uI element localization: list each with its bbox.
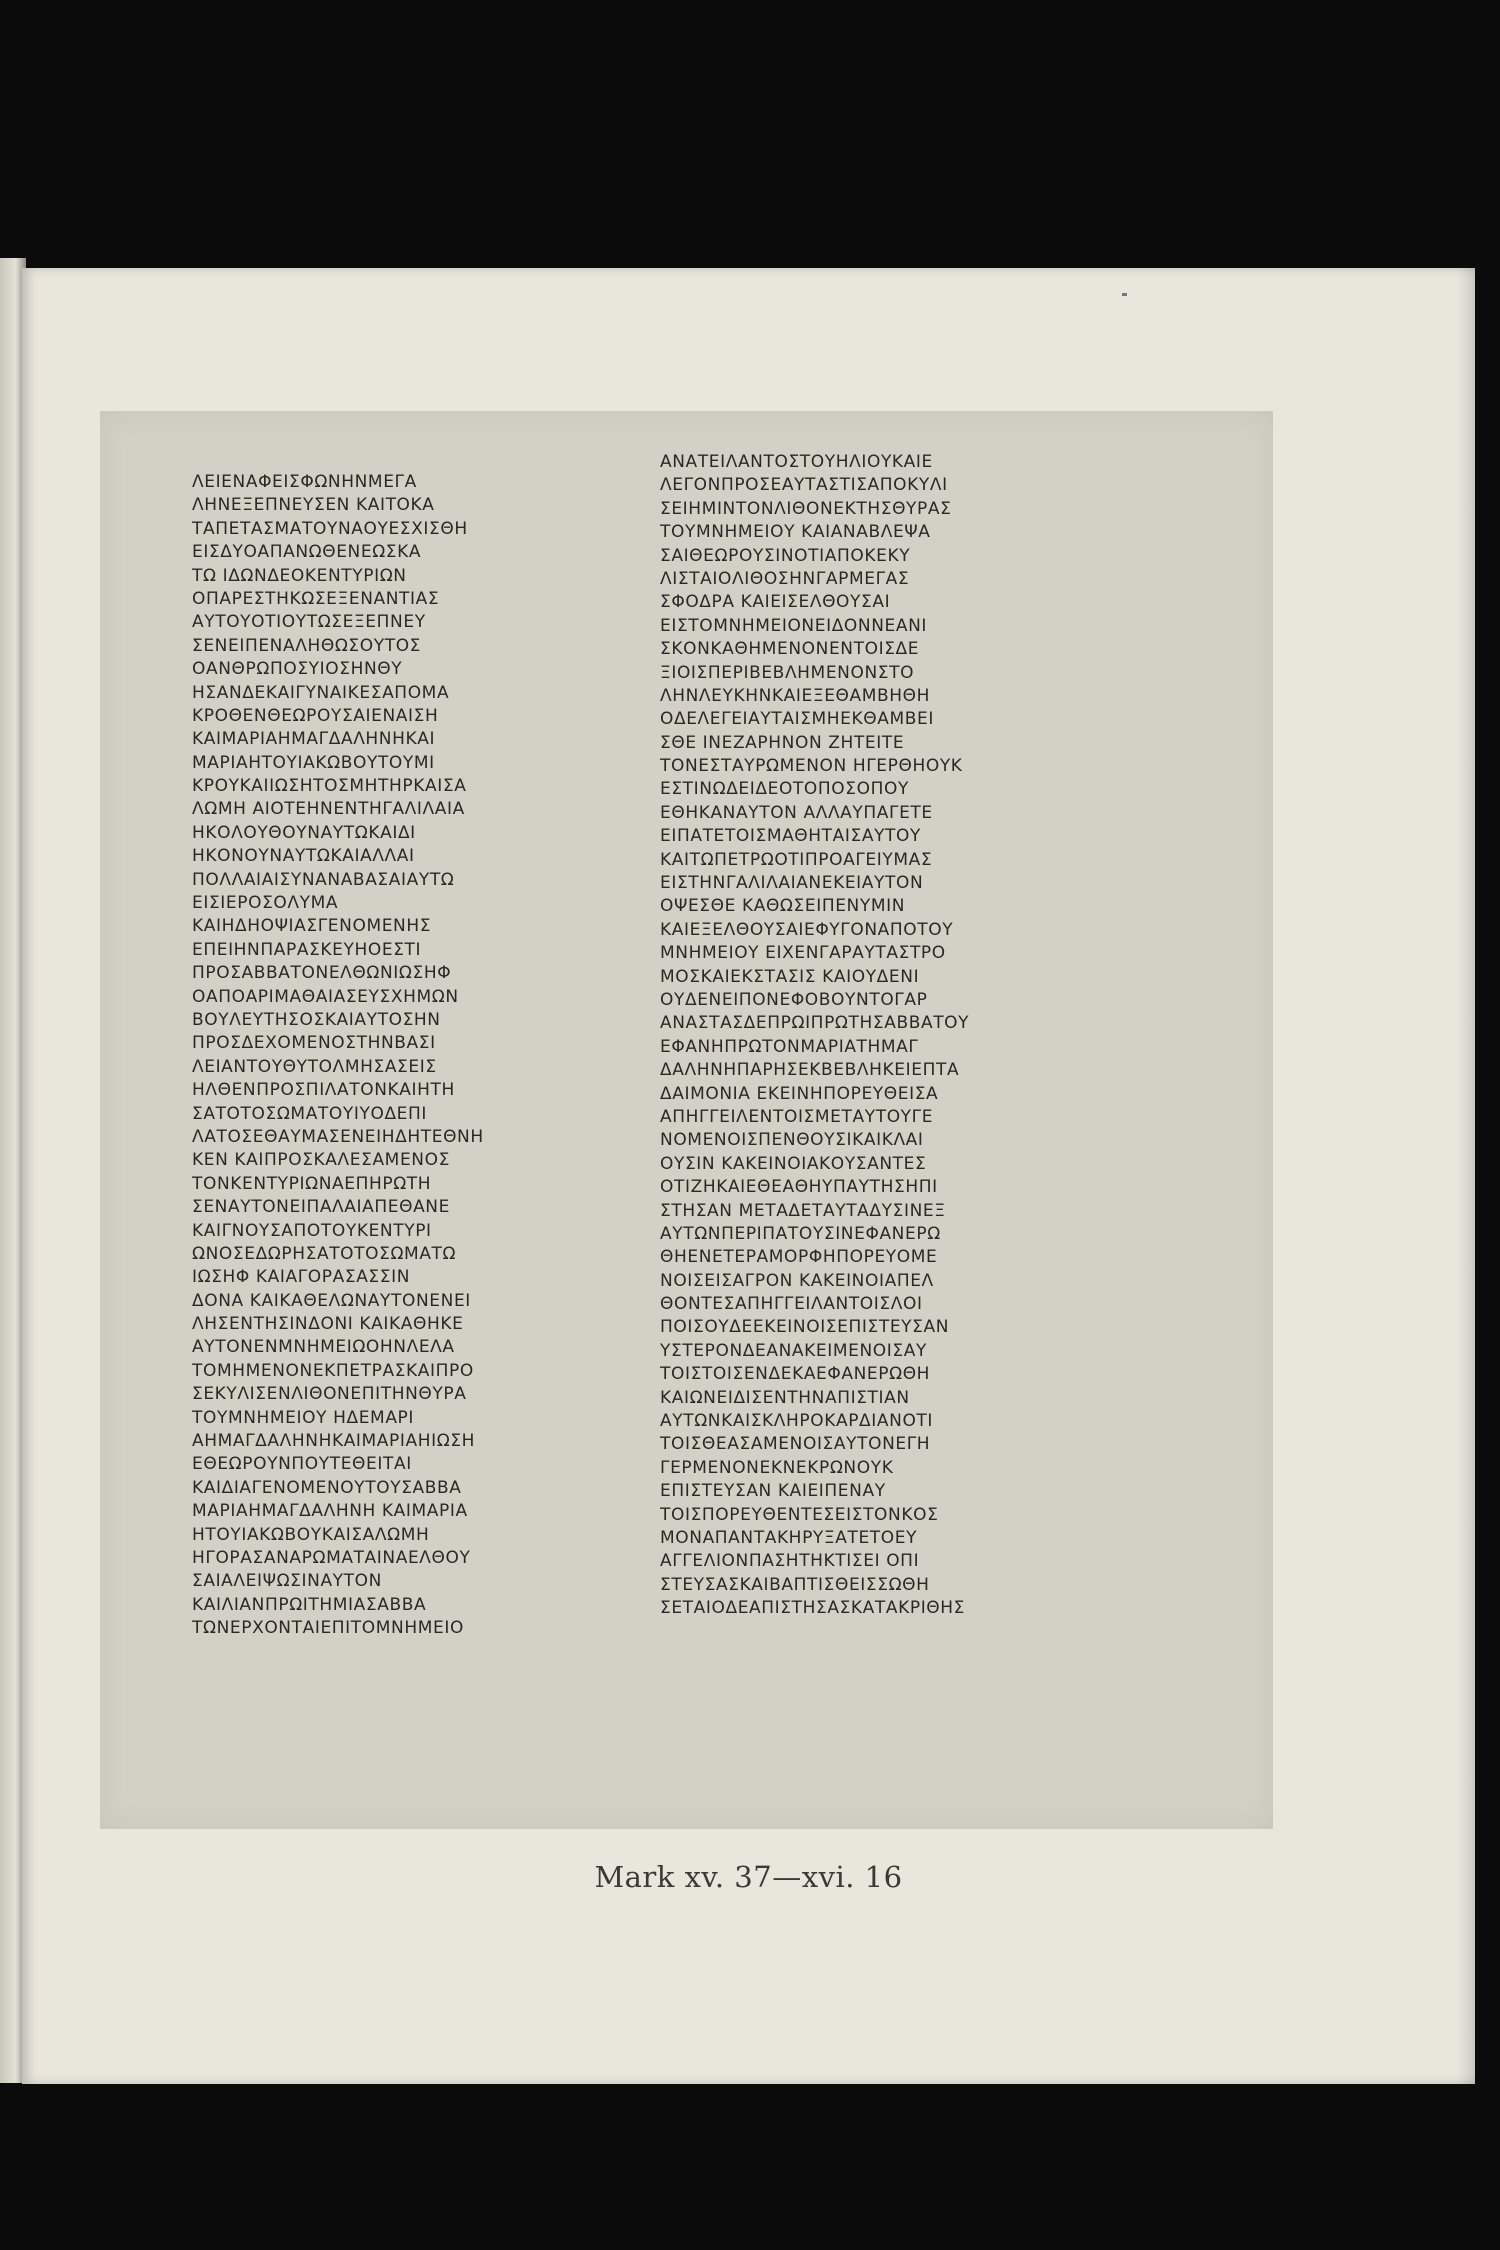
manuscript-line: ΑΗΜΑΓΔΑΛΗΝΗΚΑΙΜΑΡΙΑΗΙΩΣΗ <box>192 1431 476 1452</box>
manuscript-line: ΑΥΤΩΝΠΕΡΙΠΑΤΟΥΣΙΝΕΦΑΝΕΡΩ <box>660 1223 941 1244</box>
manuscript-line: ΣΑΙΑΛΕΙΨΩΣΙΝΑΥΤΟΝ <box>192 1571 382 1592</box>
manuscript-line: ΩΝΟΣΕΔΩΡΗΣΑΤΟΤΟΣΩΜΑΤΩ <box>192 1243 457 1264</box>
manuscript-line: ΣΕΙΗΜΙΝΤΟΝΛΙΘΟΝΕΚΤΗΣΘΥΡΑΣ <box>660 498 952 519</box>
manuscript-line: ΑΠΗΓΓΕΙΛΕΝΤΟΙΣΜΕΤΑΥΤΟΥΓΕ <box>660 1106 934 1127</box>
manuscript-line: ΟΥΣΙΝ ΚΑΚΕΙΝΟΙΑΚΟΥΣΑΝΤΕΣ <box>660 1153 927 1174</box>
manuscript-line: ΜΑΡΙΑΗΜΑΓΔΑΛΗΝΗ ΚΑΙΜΑΡΙΑ <box>192 1501 468 1522</box>
manuscript-line: ΣΕΝΑΥΤΟΝΕΙΠΑΛΑΙΑΠΕΘΑΝΕ <box>192 1197 450 1218</box>
manuscript-line: ΕΠΙΣΤΕΥΣΑΝ ΚΑΙΕΙΠΕΝΑΥ <box>660 1481 886 1502</box>
manuscript-line: ΤΟΝΚΕΝΤΥΡΙΩΝΑΕΠΗΡΩΤΗ <box>192 1173 432 1194</box>
manuscript-line: ΤΟΙΣΘΕΑΣΑΜΕΝΟΙΣΑΥΤΟΝΕΓΗ <box>660 1434 931 1455</box>
manuscript-line: ΗΓΟΡΑΣΑΝΑΡΩΜΑΤΑΙΝΑΕΛΘΟΥ <box>192 1547 471 1568</box>
manuscript-line: ΙΩΣΗΦ ΚΑΙΑΓΟΡΑΣΑΣΣΙΝ <box>192 1267 411 1288</box>
manuscript-line: ΣΕΤΑΙΟΔΕΑΠΙΣΤΗΣΑΣΚΑΤΑΚΡΙΘΗΣ <box>660 1598 966 1619</box>
manuscript-line: ΣΤΗΣΑΝ ΜΕΤΑΔΕΤΑΥΤΑΔΥΣΙΝΕΞ <box>660 1200 946 1221</box>
manuscript-line: ΑΥΤΩΝΚΑΙΣΚΛΗΡΟΚΑΡΔΙΑΝΟΤΙ <box>660 1411 934 1432</box>
manuscript-line: ΚΑΙΓΝΟΥΣΑΠΟΤΟΥΚΕΝΤΥΡΙ <box>192 1220 432 1241</box>
manuscript-line: ΔΟΝΑ ΚΑΙΚΑΘΕΛΩΝΑΥΤΟΝΕΝΕΙ <box>192 1290 471 1311</box>
manuscript-line: ΘΟΝΤΕΣΑΠΗΓΓΕΙΛΑΝΤΟΙΣΛΟΙ <box>660 1294 923 1315</box>
manuscript-line: ΤΩ ΙΔΩΝΔΕΟΚΕΝΤΥΡΙΩΝ <box>192 565 407 586</box>
manuscript-line: ΔΑΛΗΝΗΠΑΡΗΣΕΚΒΕΒΛΗΚΕΙΕΠΤΑ <box>660 1060 960 1081</box>
manuscript-line: ΚΑΙΛΙΑΝΠΡΩΙΤΗΜΙΑΣΑΒΒΑ <box>192 1594 427 1615</box>
manuscript-line: ΟΨΕΣΘΕ ΚΑΘΩΣΕΙΠΕΝΥΜΙΝ <box>660 896 906 917</box>
manuscript-line: ΟΑΠΟΑΡΙΜΑΘΑΙΑΣΕΥΣΧΗΜΩΝ <box>192 986 459 1007</box>
manuscript-line: ΑΥΤΟΥΟΤΙΟΥΤΩΣΕΞΕΠΝΕΥ <box>192 612 426 633</box>
plate-caption: Mark xv. 37—xvi. 16 <box>594 1860 903 1894</box>
manuscript-line: ΔΑΙΜΟΝΙΑ ΕΚΕΙΝΗΠΟΡΕΥΘΕΙΣΑ <box>660 1083 939 1104</box>
manuscript-line: ΜΝΗΜΕΙΟΥ ΕΙΧΕΝΓΑΡΑΥΤΑΣΤΡΟ <box>660 943 946 964</box>
manuscript-line: ΛΑΤΟΣΕΘΑΥΜΑΣΕΝΕΙΗΔΗΤΕΘΝΗ <box>192 1126 484 1147</box>
manuscript-line: ΕΙΣΤΟΜΝΗΜΕΙΟΝΕΙΔΟΝΝΕΑΝΙ <box>660 615 928 636</box>
manuscript-line: ΤΟΥΜΝΗΜΕΙΟΥ ΚΑΙΑΝΑΒΛΕΨΑ <box>660 522 931 543</box>
manuscript-line: ΕΠΕΙΗΝΠΑΡΑΣΚΕΥΗΟΕΣΤΙ <box>192 939 422 960</box>
manuscript-line: ΣΕΝΕΙΠΕΝΑΛΗΘΩΣΟΥΤΟΣ <box>192 635 422 656</box>
manuscript-line: ΚΑΙΜΑΡΙΑΗΜΑΓΔΑΛΗΝΗΚΑΙ <box>192 729 436 750</box>
manuscript-line: ΜΑΡΙΑΗΤΟΥΙΑΚΩΒΟΥΤΟΥΜΙ <box>192 752 435 773</box>
manuscript-line: ΣΚΟΝΚΑΘΗΜΕΝΟΝΕΝΤΟΙΣΔΕ <box>660 639 920 660</box>
manuscript-line: ΑΝΑΣΤΑΣΔΕΠΡΩΙΠΡΩΤΗΣΑΒΒΑΤΟΥ <box>660 1013 970 1034</box>
manuscript-line: ΤΟΙΣΠΟΡΕΥΘΕΝΤΕΣΕΙΣΤΟΝΚΟΣ <box>660 1504 939 1525</box>
manuscript-line: ΟΥΔΕΝΕΙΠΟΝΕΦΟΒΟΥΝΤΟΓΑΡ <box>660 989 928 1010</box>
manuscript-line: ΠΟΛΛΑΙΑΙΣΥΝΑΝΑΒΑΣΑΙΑΥΤΩ <box>192 869 455 890</box>
manuscript-line: ΛΕΓΟΝΠΡΟΣΕΑΥΤΑΣΤΙΣΑΠΟΚΥΛΙ <box>660 475 948 496</box>
manuscript-line: ΗΛΘΕΝΠΡΟΣΠΙΛΑΤΟΝΚΑΙΗΤΗ <box>192 1080 455 1101</box>
manuscript-line: ΚΕΝ ΚΑΙΠΡΟΣΚΑΛΕΣΑΜΕΝΟΣ <box>192 1150 450 1171</box>
manuscript-line: ΚΡΟΥΚΑΙΙΩΣΗΤΟΣΜΗΤΗΡΚΑΙΣΑ <box>192 776 467 797</box>
manuscript-line: ΕΙΣΔΥΟΑΠΑΝΩΘΕΝΕΩΣΚΑ <box>192 542 422 563</box>
manuscript-line: ΤΟΜΗΜΕΝΟΝΕΚΠΕΤΡΑΣΚΑΙΠΡΟ <box>192 1360 474 1381</box>
manuscript-line: ΕΙΠΑΤΕΤΟΙΣΜΑΘΗΤΑΙΣΑΥΤΟΥ <box>660 826 922 847</box>
book-page <box>22 268 1475 2084</box>
manuscript-plate <box>100 411 1273 1829</box>
manuscript-line: ΛΩΜΗ ΑΙΟΤΕΗΝΕΝΤΗΓΑΛΙΛΑΙΑ <box>192 799 465 820</box>
manuscript-line: ΣΑΙΘΕΩΡΟΥΣΙΝΟΤΙΑΠΟΚΕΚΥ <box>660 545 911 566</box>
manuscript-line: ΗΚΟΝΟΥΝΑΥΤΩΚΑΙΑΛΛΑΙ <box>192 846 415 867</box>
manuscript-line: ΣΤΕΥΣΑΣΚΑΙΒΑΠΤΙΣΘΕΙΣΣΩΘΗ <box>660 1574 930 1595</box>
manuscript-line: ΑΝΑΤΕΙΛΑΝΤΟΣΤΟΥΗΛΙΟΥΚΑΙΕ <box>660 452 933 472</box>
page-speck <box>1122 293 1127 296</box>
manuscript-line: ΛΕΙΕΝΑΦΕΙΣΦΩΝΗΝΜΕΓΑ <box>192 472 417 492</box>
manuscript-line: ΤΟΝΕΣΤΑΥΡΩΜΕΝΟΝ ΗΓΕΡΘΗΟΥΚ <box>660 756 963 777</box>
manuscript-line: ΚΑΙΗΔΗΟΨΙΑΣΓΕΝΟΜΕΝΗΣ <box>192 916 432 937</box>
manuscript-line: ΗΚΟΛΟΥΘΟΥΝΑΥΤΩΚΑΙΔΙ <box>192 822 416 843</box>
manuscript-line: ΚΑΙΤΩΠΕΤΡΩΟΤΙΠΡΟΑΓΕΙΥΜΑΣ <box>660 849 933 870</box>
manuscript-line: ΣΘΕ ΙΝΕΖΑΡΗΝΟΝ ΖΗΤΕΙΤΕ <box>660 732 905 753</box>
manuscript-line: ΣΕΚΥΛΙΣΕΝΛΙΘΟΝΕΠΙΤΗΝΘΥΡΑ <box>192 1384 467 1405</box>
manuscript-line: ΠΡΟΣΑΒΒΑΤΟΝΕΛΘΩΝΙΩΣΗΦ <box>192 963 452 984</box>
manuscript-line: ΚΑΙΕΞΕΛΘΟΥΣΑΙΕΦΥΓΟΝΑΠΟΤΟΥ <box>660 919 954 940</box>
manuscript-line: ΑΥΤΟΝΕΝΜΝΗΜΕΙΩΟΗΝΛΕΛΑ <box>192 1337 455 1358</box>
manuscript-line: ΜΟΝΑΠΑΝΤΑΚΗΡΥΞΑΤΕΤΟΕΥ <box>660 1527 918 1548</box>
manuscript-right-column <box>660 451 1130 1621</box>
manuscript-line: ΣΑΤΟΤΟΣΩΜΑΤΟΥΙΥΟΔΕΠΙ <box>192 1103 428 1124</box>
manuscript-line: ΟΠΑΡΕΣΤΗΚΩΣΕΞΕΝΑΝΤΙΑΣ <box>192 588 440 609</box>
manuscript-line: ΕΙΣΤΗΝΓΑΛΙΛΑΙΑΝΕΚΕΙΑΥΤΟΝ <box>660 873 924 894</box>
manuscript-line: ΞΙΟΙΣΠΕΡΙΒΕΒΛΗΜΕΝΟΝΣΤΟ <box>660 662 915 683</box>
manuscript-line: ΕΣΤΙΝΩΔΕΙΔΕΟΤΟΠΟΣΟΠΟΥ <box>660 779 909 800</box>
manuscript-line: ΚΑΙΔΙΑΓΕΝΟΜΕΝΟΥΤΟΥΣΑΒΒΑ <box>192 1477 462 1498</box>
manuscript-line: ΠΡΟΣΔΕΧΟΜΕΝΟΣΤΗΝΒΑΣΙ <box>192 1033 436 1054</box>
manuscript-line: ΛΗΝΕΞΕΠΝΕΥΣΕΝ ΚΑΙΤΟΚΑ <box>192 495 435 516</box>
manuscript-line: ΛΕΙΑΝΤΟΥΘΥΤΟΛΜΗΣΑΣΕΙΣ <box>192 1056 437 1077</box>
manuscript-line: ΕΦΑΝΗΠΡΩΤΟΝΜΑΡΙΑΤΗΜΑΓ <box>660 1036 919 1057</box>
manuscript-line: ΛΗΣΕΝΤΗΣΙΝΔΟΝΙ ΚΑΙΚΑΘΗΚΕ <box>192 1314 464 1335</box>
manuscript-line: ΑΓΓΕΛΙΟΝΠΑΣΗΤΗΚΤΙΣΕΙ ΟΠΙ <box>660 1551 920 1572</box>
manuscript-left-column <box>192 471 592 1641</box>
manuscript-line: ΜΟΣΚΑΙΕΚΣΤΑΣΙΣ ΚΑΙΟΥΔΕΝΙ <box>660 966 920 987</box>
manuscript-line: ΠΟΙΣΟΥΔΕΕΚΕΙΝΟΙΣΕΠΙΣΤΕΥΣΑΝ <box>660 1317 950 1338</box>
manuscript-line: ΤΩΝΕΡΧΟΝΤΑΙΕΠΙΤΟΜΝΗΜΕΙΟ <box>192 1618 464 1639</box>
manuscript-line: ΤΟΥΜΝΗΜΕΙΟΥ ΗΔΕΜΑΡΙ <box>192 1407 415 1428</box>
manuscript-line: ΘΗΕΝΕΤΕΡΑΜΟΡΦΗΠΟΡΕΥΟΜΕ <box>660 1247 938 1268</box>
manuscript-line: ΟΔΕΛΕΓΕΙΑΥΤΑΙΣΜΗΕΚΘΑΜΒΕΙ <box>660 709 934 730</box>
manuscript-line: ΕΙΣΙΕΡΟΣΟΛΥΜΑ <box>192 893 339 914</box>
manuscript-line: ΛΗΝΛΕΥΚΗΝΚΑΙΕΞΕΘΑΜΒΗΘΗ <box>660 685 931 706</box>
manuscript-line: ΝΟΙΣΕΙΣΑΓΡΟΝ ΚΑΚΕΙΝΟΙΑΠΕΛ <box>660 1270 934 1291</box>
manuscript-line: ΤΟΙΣΤΟΙΣΕΝΔΕΚΑΕΦΑΝΕΡΩΘΗ <box>660 1364 931 1385</box>
manuscript-line: ΛΙΣΤΑΙΟΛΙΘΟΣΗΝΓΑΡΜΕΓΑΣ <box>660 568 910 589</box>
manuscript-line: ΤΑΠΕΤΑΣΜΑΤΟΥΝΑΟΥΕΣΧΙΣΘΗ <box>192 518 468 539</box>
manuscript-line: ΕΘΗΚΑΝΑΥΤΟΝ ΑΛΛΑΥΠΑΓΕΤΕ <box>660 802 933 823</box>
manuscript-line: ΥΣΤΕΡΟΝΔΕΑΝΑΚΕΙΜΕΝΟΙΣΑΥ <box>660 1340 927 1361</box>
manuscript-line: ΗΤΟΥΙΑΚΩΒΟΥΚΑΙΣΑΛΩΜΗ <box>192 1524 430 1545</box>
manuscript-line: ΒΟΥΛΕΥΤΗΣΟΣΚΑΙΑΥΤΟΣΗΝ <box>192 1009 441 1030</box>
page-shadow <box>1457 268 1475 2084</box>
manuscript-line: ΣΦΟΔΡΑ ΚΑΙΕΙΣΕΛΘΟΥΣΑΙ <box>660 592 891 613</box>
manuscript-line: ΓΕΡΜΕΝΟΝΕΚΝΕΚΡΩΝΟΥΚ <box>660 1457 894 1478</box>
manuscript-line: ΕΘΕΩΡΟΥΝΠΟΥΤΕΘΕΙΤΑΙ <box>192 1454 412 1475</box>
manuscript-line: ΟΤΙΖΗΚΑΙΕΘΕΑΘΗΥΠΑΥΤΗΣΗΠΙ <box>660 1177 938 1198</box>
manuscript-line: ΟΑΝΘΡΩΠΟΣΥΙΟΣΗΝΘΥ <box>192 659 403 680</box>
manuscript-line: ΝΟΜΕΝΟΙΣΠΕΝΘΟΥΣΙΚΑΙΚΛΑΙ <box>660 1130 924 1151</box>
manuscript-line: ΗΣΑΝΔΕΚΑΙΓΥΝΑΙΚΕΣΑΠΟΜΑ <box>192 682 450 703</box>
manuscript-line: ΚΡΟΘΕΝΘΕΩΡΟΥΣΑΙΕΝΑΙΣΗ <box>192 705 439 726</box>
manuscript-line: ΚΑΙΩΝΕΙΔΙΣΕΝΤΗΝΑΠΙΣΤΙΑΝ <box>660 1387 910 1408</box>
